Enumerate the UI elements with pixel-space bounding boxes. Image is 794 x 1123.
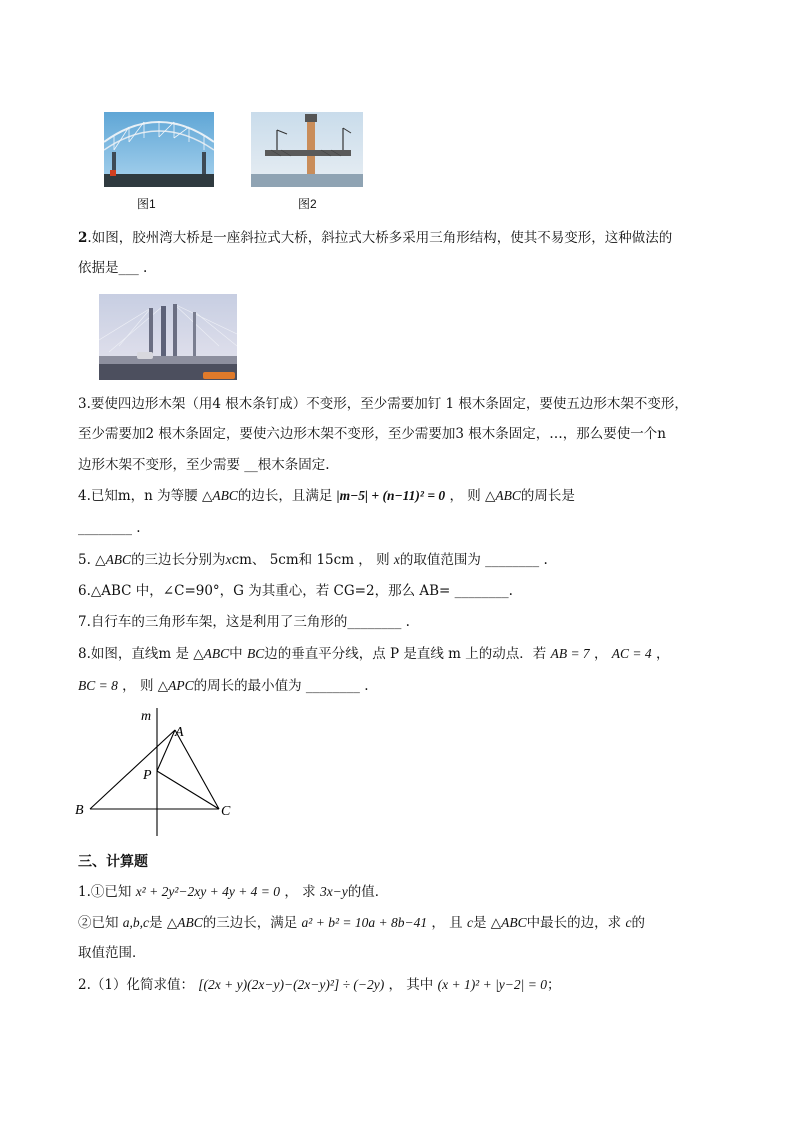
q8-text-e: 的周长的最小值为 ________ . bbox=[193, 678, 369, 694]
calc-2-line-1 bbox=[78, 975, 560, 995]
q4-text-d: 的周长是 bbox=[520, 488, 575, 504]
bridge-photo bbox=[99, 294, 237, 380]
figure-1-caption: 图1 bbox=[137, 197, 156, 211]
question-2-line-1 bbox=[78, 228, 672, 248]
calc-1-formula: x² + 2y²−2xy + 4y + 4 = 0 bbox=[135, 884, 281, 899]
calc-1-text-b: ， 求 bbox=[284, 884, 316, 900]
question-3-line-2: 至少需要加2 根木条固定，要使六边形木架不变形，至少需要加3 根木条固定，…，那么要使一个n bbox=[78, 426, 666, 442]
segment-AC bbox=[175, 730, 219, 809]
question-2-text-1: .如图，胶州湾大桥是一座斜拉式大桥，斜拉式大桥多采用三角形结构，使其不易变形，这种做法的 bbox=[87, 230, 673, 246]
calc-1-var-c-2: c bbox=[625, 915, 632, 930]
label-B: B bbox=[75, 803, 84, 818]
question-3-line-1: 3.要使四边形木架（用4 根木条钉成）不变形，至少需要加钉 1 根木条固定，要使五边形木架不变形， bbox=[78, 396, 688, 412]
question-3-line-3: 边形木架不变形，至少需要 __根木条固定. bbox=[78, 457, 330, 473]
q5-text-d: 的取值范围为 ________ . bbox=[399, 552, 548, 568]
calc-1-l2c: 的三边长，满足 bbox=[202, 915, 298, 931]
calc-1-l2g: 的 bbox=[631, 915, 645, 931]
question-2-number: 2 bbox=[78, 230, 88, 246]
calc-1-triangle-abc-2: ABC bbox=[501, 915, 527, 930]
question-7-line: 7.自行车的三角形车架，这是利用了三角形的________ . bbox=[78, 614, 410, 630]
q8-side-bc: BC bbox=[246, 646, 265, 661]
question-8-line-2 bbox=[78, 676, 369, 696]
question-2-line-2: 依据是___ . bbox=[78, 260, 148, 276]
calc-1-l2a: ②已知 bbox=[78, 915, 119, 931]
q4-triangle-abc-2: ABC bbox=[495, 488, 521, 503]
question-8-line-1 bbox=[78, 644, 669, 664]
calc-1-var-c: c bbox=[466, 915, 473, 930]
q8-bc-8: BC = 8 bbox=[78, 678, 118, 693]
calc-2-condition: (x + 1)² + |y−2| = 0 bbox=[437, 977, 547, 992]
calc-1-text-a: 1.①已知 bbox=[78, 884, 132, 900]
q5-text-a: 5. △ bbox=[78, 552, 106, 568]
q4-triangle-abc: ABC bbox=[212, 488, 238, 503]
q4-formula: |m−5| + (n−11)² = 0 bbox=[336, 488, 446, 503]
label-C: C bbox=[221, 804, 231, 819]
calc-1-line-2 bbox=[78, 913, 645, 933]
q5-text-b: 的三边长分别为 bbox=[131, 552, 226, 568]
q5-var-x-2: x bbox=[393, 552, 400, 567]
q4-text-a: 4.已知m，n 为等腰 △ bbox=[78, 488, 213, 504]
calc-2-text-b: ， 其中 bbox=[388, 977, 434, 993]
q8-text-c: 边的垂直平分线，点 P 是直线 m 上的动点．若 bbox=[264, 646, 547, 662]
question-4-line-1 bbox=[78, 486, 575, 506]
q8-triangle-abc: ABC bbox=[203, 646, 230, 661]
q8-text-d: ， 则 △ bbox=[122, 678, 169, 694]
q8-comma: ， bbox=[593, 646, 608, 662]
q8-ab-7: AB = 7 bbox=[550, 646, 590, 661]
figure-2-tower-photo bbox=[251, 112, 363, 187]
label-P: P bbox=[143, 768, 152, 783]
label-A: A bbox=[175, 725, 184, 740]
label-m: m bbox=[141, 709, 152, 724]
segment-BA bbox=[90, 730, 175, 809]
calc-1-line-3: 取值范围． bbox=[78, 945, 146, 961]
calc-1-expr: 3x−y bbox=[319, 884, 348, 899]
calc-2-text-a: 2.（1）化简求值： bbox=[78, 977, 194, 993]
calc-1-formula-2: a² + b² = 10a + 8b−41 bbox=[301, 915, 428, 930]
calc-1-vars-abc: a,b,c bbox=[122, 915, 150, 930]
q8-comma-2: ， bbox=[655, 646, 670, 662]
calc-1-text-c: 的值． bbox=[347, 884, 389, 900]
question-5-line bbox=[78, 550, 548, 570]
q8-ac-4: AC = 4 bbox=[611, 646, 652, 661]
calc-1-l2d: ， 且 bbox=[431, 915, 463, 931]
calc-1-triangle-abc: ABC bbox=[177, 915, 203, 930]
calc-2-text-c: ； bbox=[546, 977, 561, 993]
q5-triangle-abc: ABC bbox=[105, 552, 132, 567]
section-3-title: 三、计算题 bbox=[78, 853, 148, 869]
calc-2-formula: [(2x + y)(2x−y)−(2x−y)²] ÷ (−2y) bbox=[198, 977, 385, 992]
q8-text-a: 8.如图，直线m 是 △ bbox=[78, 646, 204, 662]
calc-1-l2f: 中最长的边，求 bbox=[526, 915, 622, 931]
q4-text-c: ， 则 △ bbox=[449, 488, 496, 504]
q4-text-b: 的边长，且满足 bbox=[237, 488, 333, 504]
question-6-line: 6.△ABC 中，∠C=90°，G 为其重心，若 CG=2，那么 AB= ________. bbox=[78, 583, 513, 599]
figure-1-roof-photo bbox=[104, 112, 214, 187]
q8-text-b: 中 bbox=[229, 646, 243, 662]
segment-AP bbox=[157, 730, 175, 771]
q8-triangle-apc: APC bbox=[168, 678, 194, 693]
q5-var-x: x bbox=[225, 552, 232, 567]
figure-2-caption: 图2 bbox=[298, 197, 317, 211]
geometry-diagram bbox=[70, 705, 240, 840]
calc-1-l2e: 是 △ bbox=[472, 915, 502, 931]
question-4-line-2: ________ . bbox=[78, 520, 141, 536]
q5-text-c: cm、 5cm和 15cm ， 则 bbox=[231, 552, 390, 568]
segment-PC bbox=[157, 771, 219, 809]
calc-1-l2b: 是 △ bbox=[149, 915, 178, 931]
calc-1-line-1 bbox=[78, 882, 388, 902]
